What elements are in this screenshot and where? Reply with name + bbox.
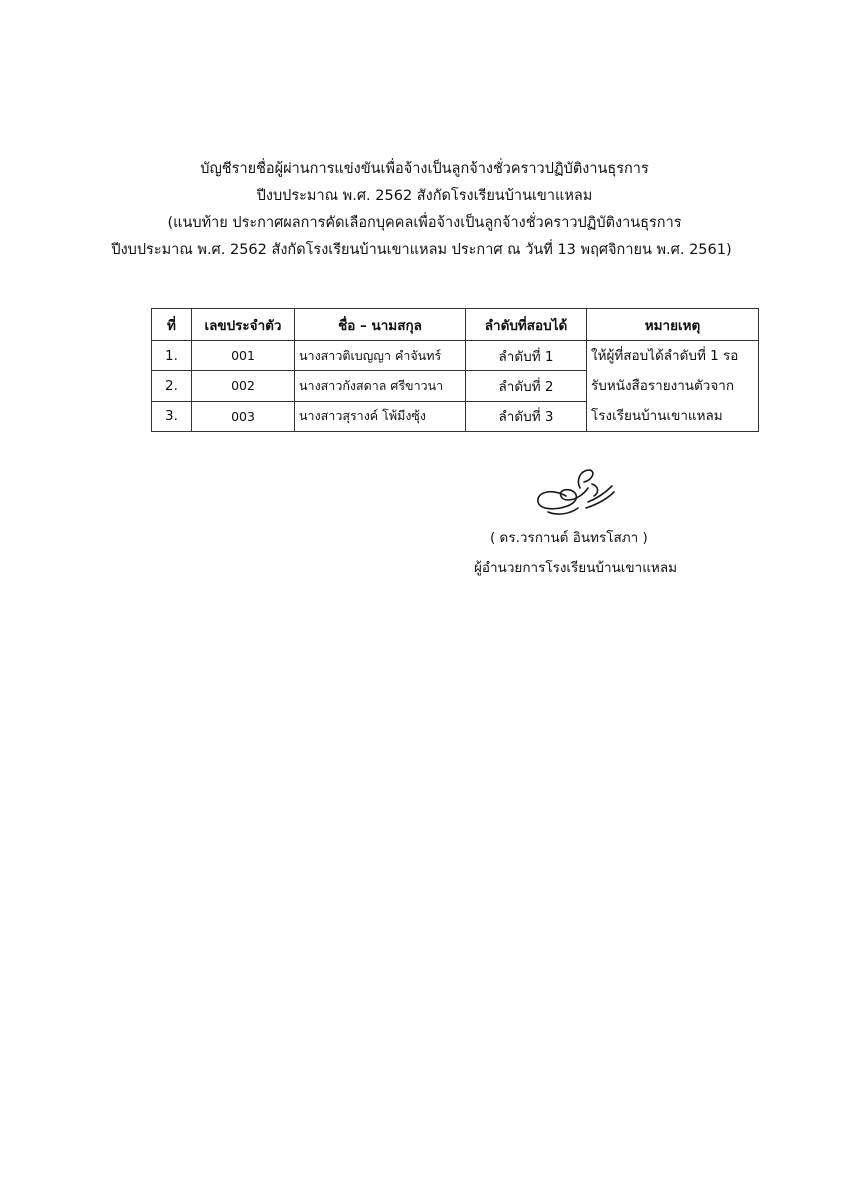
header-id: เลขประจำตัว bbox=[192, 309, 295, 341]
heading-fiscal-year: ปีงบประมาณ พ.ศ. 2562 สังกัดโรงเรียนบ้านเขาแหลม bbox=[256, 188, 593, 204]
candidate-table bbox=[151, 308, 759, 432]
heading-title: บัญชีรายชื่อผู้ผ่านการแข่งขันเพื่อจ้างเป็นลูกจ้างชั่วคราวปฏิบัติงานธุรการ bbox=[200, 161, 649, 177]
row-name: นางสาวกังสดาล ศรีขาวนา bbox=[295, 371, 466, 401]
heading-announcement-date: ปีงบประมาณ พ.ศ. 2562 สังกัดโรงเรียนบ้านเขาแหลม ประกาศ ณ วันที่ 13 พฤศจิกายน พ.ศ. 2561) bbox=[111, 242, 732, 258]
signatory-name: ( ดร.วรกานต์ อินทรโสภา ) bbox=[490, 530, 648, 546]
row-name: นางสาวติเบญญา คำจันทร์ bbox=[295, 341, 466, 371]
row-number: 3. bbox=[152, 401, 192, 431]
row-rank: ลำดับที่ 2 bbox=[466, 371, 587, 401]
note-cell bbox=[587, 341, 759, 432]
header-rank: ลำดับที่สอบได้ bbox=[466, 309, 587, 341]
table-row bbox=[152, 341, 759, 371]
row-number: 2. bbox=[152, 371, 192, 401]
row-rank: ลำดับที่ 1 bbox=[466, 341, 587, 371]
table-header-row bbox=[152, 309, 759, 341]
row-id: 003 bbox=[192, 401, 295, 431]
signatory-position: ผู้อำนวยการโรงเรียนบ้านเขาแหลม bbox=[474, 560, 677, 576]
row-id: 002 bbox=[192, 371, 295, 401]
row-name: นางสาวสุรางค์ โพ้มีงซุ้ง bbox=[295, 401, 466, 431]
row-id: 001 bbox=[192, 341, 295, 371]
header-no: ที่ bbox=[152, 309, 192, 341]
note-line: รับหนังสือรายงานตัวจาก bbox=[591, 378, 735, 394]
note-line: โรงเรียนบ้านเขาแหลม bbox=[591, 408, 723, 424]
row-number: 1. bbox=[152, 341, 192, 371]
heading-attachment-note: (แนบท้าย ประกาศผลการคัดเลือกบุคคลเพื่อจ้างเป็นลูกจ้างชั่วคราวปฏิบัติงานธุรการ bbox=[167, 215, 682, 231]
header-note: หมายเหตุ bbox=[587, 309, 759, 341]
document-heading bbox=[0, 156, 849, 264]
row-rank: ลำดับที่ 3 bbox=[466, 401, 587, 431]
header-name: ชื่อ – นามสกุล bbox=[295, 309, 466, 341]
handwritten-signature bbox=[518, 462, 658, 520]
note-line: ให้ผู้ที่สอบได้ลำดับที่ 1 รอ bbox=[591, 348, 739, 364]
